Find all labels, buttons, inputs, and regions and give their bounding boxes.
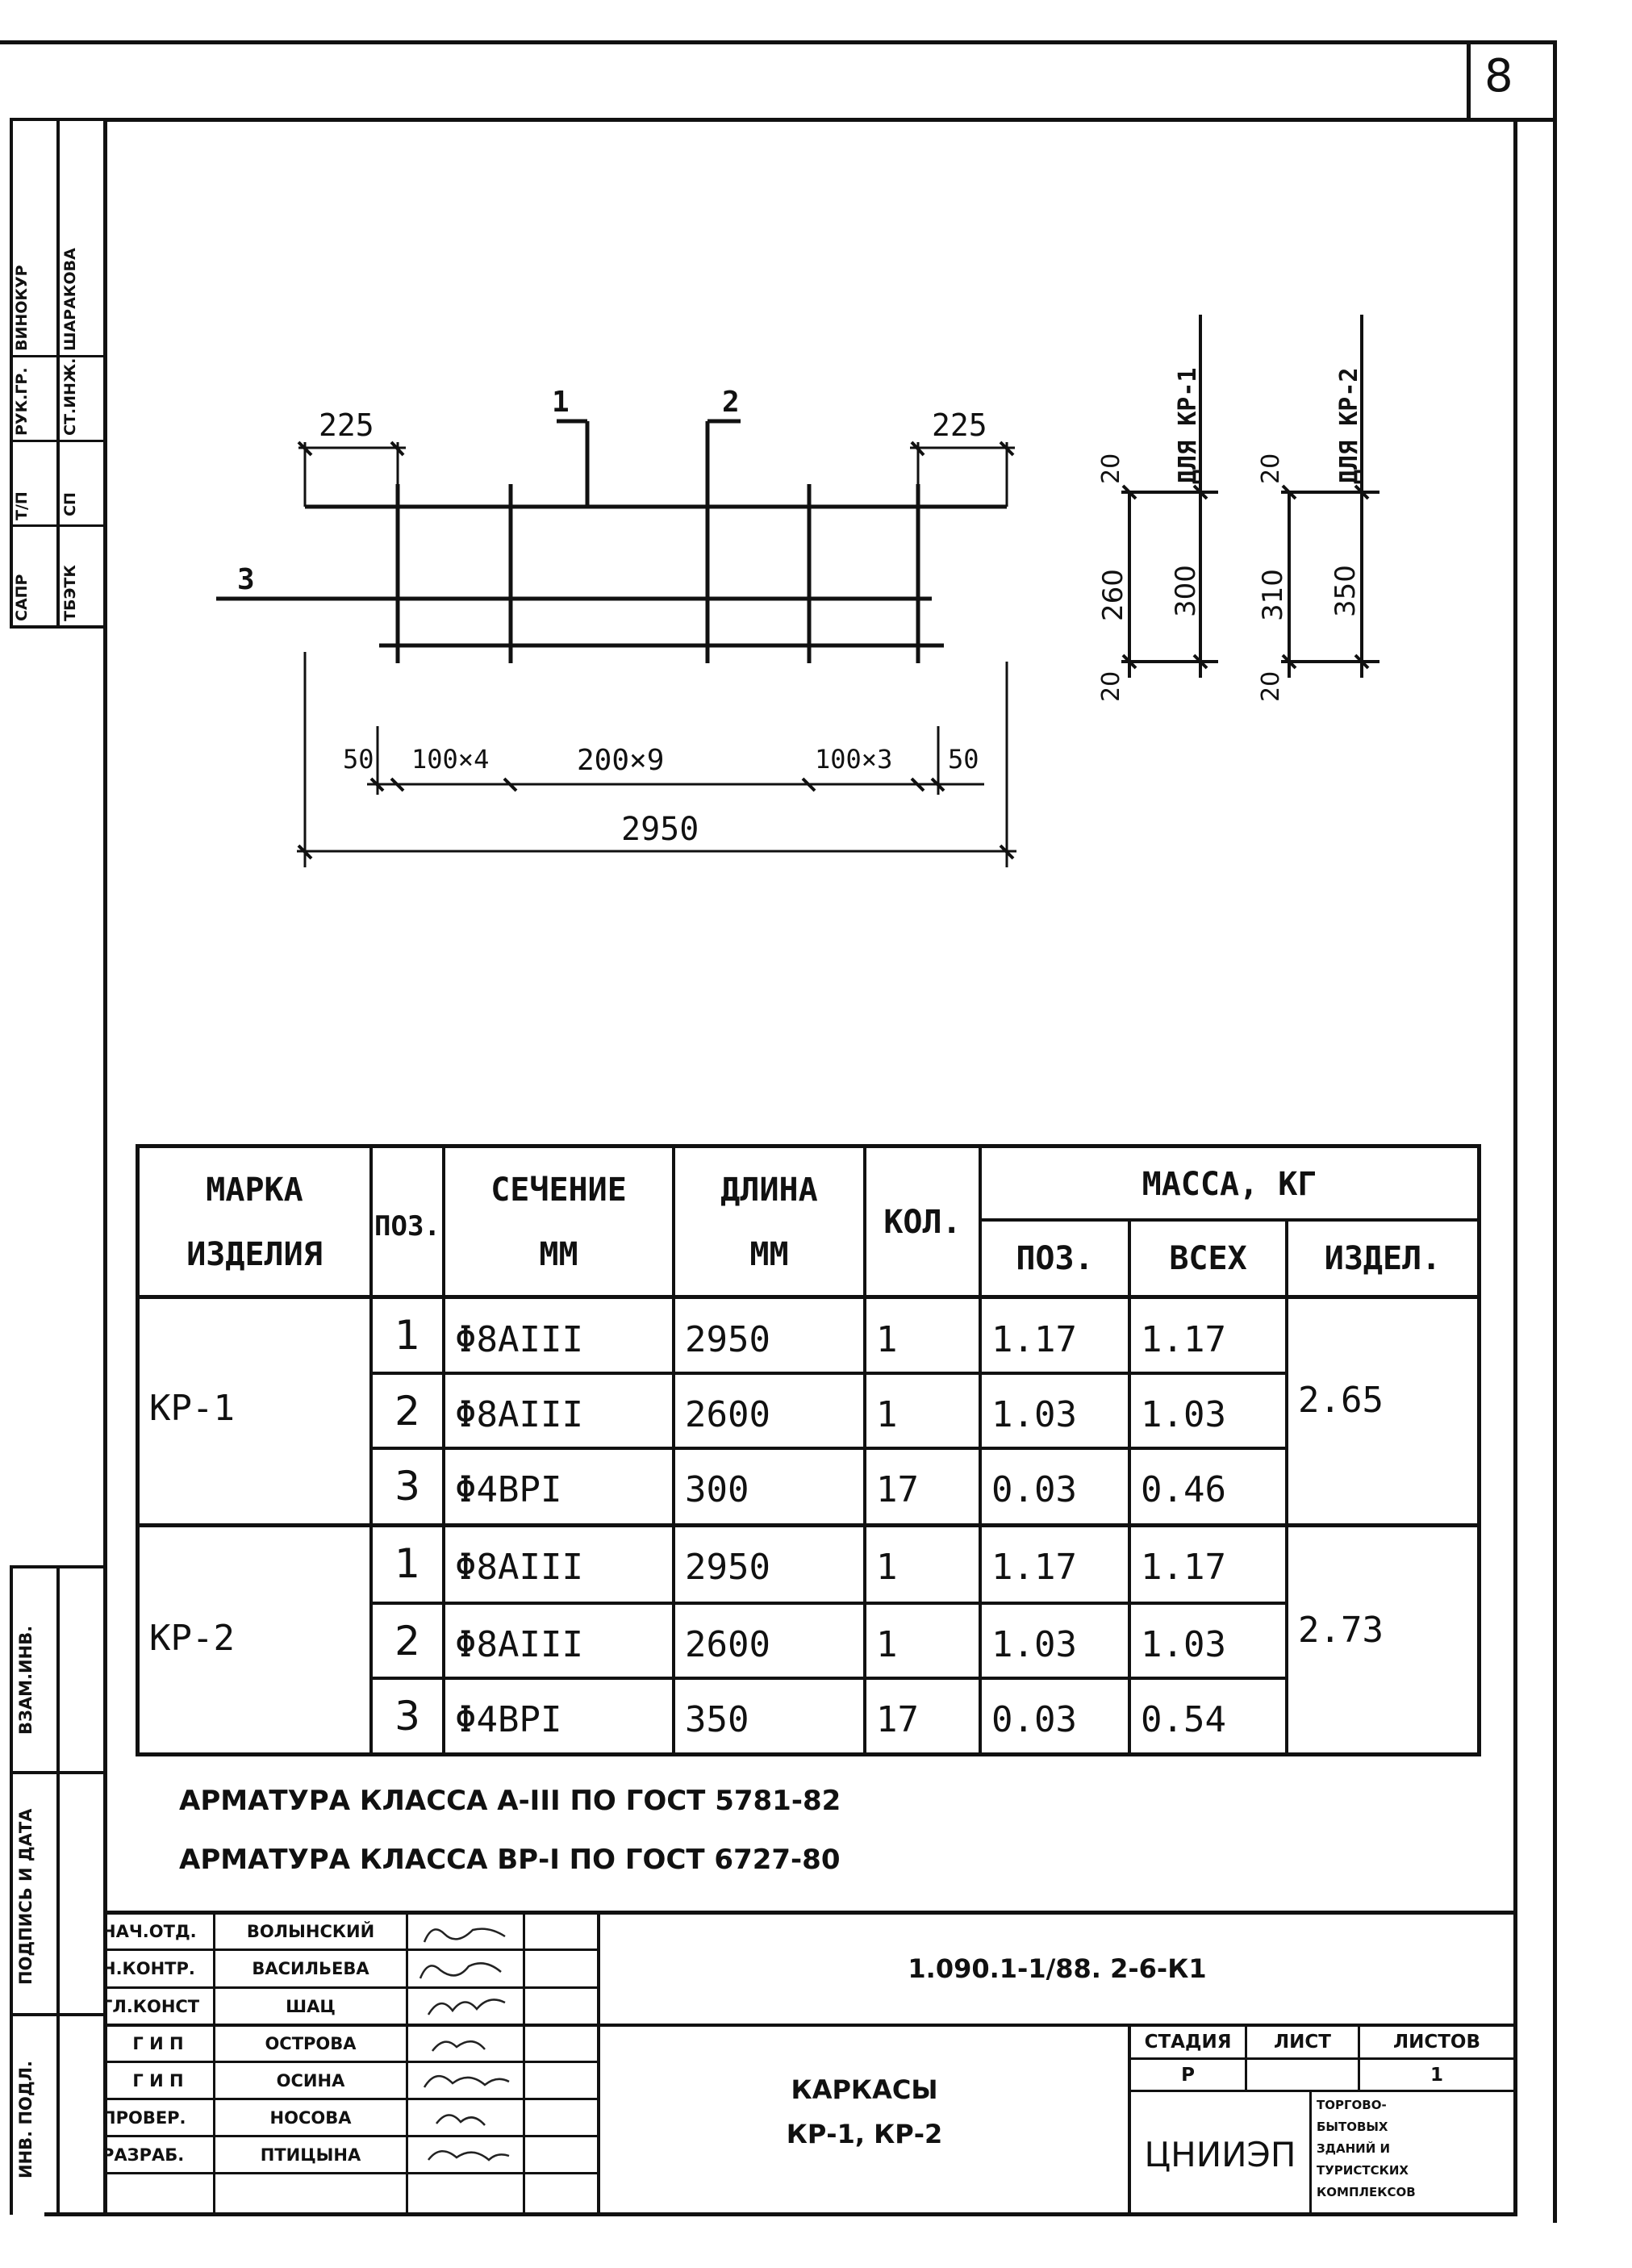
table-row: 1	[394, 1312, 420, 1359]
table-cell: 1	[876, 1318, 898, 1360]
staff-role: ПРОВЕР.	[102, 2107, 186, 2128]
note-line-2: АРМАТУРА КЛАССА ВР-I ПО ГОСТ 6727-80	[179, 1844, 841, 1876]
table-cell: 1.03	[1141, 1623, 1226, 1665]
doc-code: 1.090.1-1/88. 2-6-К1	[908, 1953, 1207, 1984]
stamp-vinokur: ВИНОКУР	[13, 265, 31, 351]
table-cell: 17	[876, 1698, 919, 1740]
dim-right-225: 225	[932, 407, 987, 443]
header-mark: МАРКА	[206, 1172, 303, 1209]
org-description: ТОРГОВО- БЫТОВЫХ ЗДАНИЙ И ТУРИСТСКИХ КОМПЛЕКСОВ	[1317, 2098, 1416, 2199]
staff-role: ГЛ.КОНСТ	[102, 1996, 200, 2016]
staff-role: РАЗРАБ.	[102, 2145, 185, 2165]
table-cell: 0.03	[991, 1468, 1077, 1510]
header-length-unit: ММ	[749, 1236, 789, 1273]
stamp-podpis-data: ПОДПИСЬ И ДАТА	[16, 1808, 35, 1985]
table-cell: 2600	[685, 1623, 770, 1665]
dim-overall: 2950	[621, 811, 699, 848]
table-row: 2	[394, 1388, 420, 1435]
table-cell: 1.17	[1141, 1546, 1226, 1588]
section-kr2-label: ДЛЯ КР-2	[1335, 367, 1363, 484]
stamp-vzam-inv: ВЗАМ.ИНВ.	[16, 1625, 35, 1735]
header-mark-2: ИЗДЕЛИЯ	[186, 1236, 323, 1273]
staff-name: ПТИЦЫНА	[260, 2145, 361, 2165]
kr2-dim-bottom: 20	[1257, 670, 1285, 702]
table-cell: 2950	[685, 1546, 770, 1588]
header-mass-item: ИЗДЕЛ.	[1324, 1240, 1442, 1277]
header-pos: ПОЗ.	[374, 1210, 440, 1243]
table-cell: 1.17	[1141, 1318, 1226, 1360]
table-cell: Φ4BPI	[455, 1468, 562, 1510]
table-cell: 0.46	[1141, 1468, 1226, 1510]
sheet-number: 8	[1484, 50, 1513, 102]
sheets-label: ЛИСТОВ	[1392, 2032, 1480, 2053]
table-cell: Φ4BPI	[455, 1698, 562, 1740]
header-qty: КОЛ.	[883, 1204, 962, 1241]
staff-name: ВАСИЛЬЕВА	[252, 1959, 369, 1978]
group-total-kr1: 2.65	[1298, 1379, 1384, 1421]
stamp-sapr: САПР	[13, 574, 31, 621]
table-row: 3	[394, 1693, 420, 1740]
staff-role: Г И П	[132, 2034, 184, 2053]
staff-role: Г И П	[132, 2070, 184, 2090]
header-section: СЕЧЕНИЕ	[490, 1172, 627, 1209]
table-cell: 1.03	[1141, 1393, 1226, 1435]
header-mass: МАССА, КГ	[1142, 1165, 1317, 1203]
table-cell: Φ8AIII	[455, 1623, 583, 1665]
org-name: ЦНИИЭП	[1144, 2134, 1296, 2174]
stamp-tp: Т/П	[13, 491, 31, 520]
group-total-kr2: 2.73	[1298, 1609, 1384, 1651]
header-length: ДЛИНА	[720, 1172, 818, 1209]
table-cell: 1.17	[991, 1546, 1077, 1588]
table-cell: 2950	[685, 1318, 770, 1360]
dim-50-left: 50	[343, 744, 374, 775]
stage-value: Р	[1181, 2064, 1195, 2086]
stamp-inv-podl: ИНВ. ПОДЛ.	[16, 2061, 35, 2178]
stage-label: СТАДИЯ	[1144, 2032, 1232, 2053]
section-dims	[0, 0, 1632, 726]
staff-name: НОСОВА	[269, 2107, 352, 2128]
kr1-dim-total: 300	[1170, 565, 1202, 617]
table-cell: Φ8AIII	[455, 1546, 583, 1588]
table-cell: 0.03	[991, 1698, 1077, 1740]
section-kr1-label: ДЛЯ КР-1	[1174, 367, 1202, 484]
table-cell: 350	[685, 1698, 749, 1740]
signatures	[408, 1914, 523, 2180]
table-cell: 1.03	[991, 1623, 1077, 1665]
dim-100x4: 100×4	[411, 744, 490, 775]
stamp-st-inzh: СТ.ИНЖ.	[61, 357, 79, 436]
kr1-dim-bottom: 20	[1097, 670, 1125, 702]
doc-title-2: КР-1, КР-2	[786, 2119, 943, 2149]
staff-role: Н.КОНТР.	[102, 1959, 195, 1978]
kr2-dim-top: 20	[1257, 453, 1285, 484]
staff-name: ШАЦ	[286, 1996, 336, 2016]
sheets-value: 1	[1430, 2064, 1443, 2086]
kr1-dim-top: 20	[1097, 453, 1125, 484]
staff-name: ВОЛЫНСКИЙ	[246, 1921, 375, 1941]
doc-title-1: КАРКАСЫ	[791, 2074, 938, 2105]
kr2-dim-total: 350	[1329, 565, 1362, 617]
table-row: 1	[394, 1540, 420, 1587]
table-row: 3	[394, 1463, 420, 1510]
table-cell: 1.03	[991, 1393, 1077, 1435]
sheet-label: ЛИСТ	[1274, 2032, 1331, 2053]
stamp-sharakova: ШАРАКОВА	[61, 248, 79, 351]
dim-200x9: 200×9	[577, 744, 665, 777]
table-cell: 2600	[685, 1393, 770, 1435]
note-line-1: АРМАТУРА КЛАССА А-III ПО ГОСТ 5781-82	[179, 1785, 841, 1817]
staff-role: НАЧ.ОТД.	[102, 1921, 197, 1941]
stamp-sp: СП	[61, 492, 79, 516]
table-cell: 1	[876, 1623, 898, 1665]
table-cell: 300	[685, 1468, 749, 1510]
dim-left-225: 225	[319, 407, 374, 443]
dim-100x3: 100×3	[815, 744, 893, 775]
header-section-unit: ММ	[539, 1236, 578, 1273]
group-mark-kr2: КР-2	[149, 1617, 235, 1659]
table-cell: Φ8AIII	[455, 1393, 583, 1435]
table-cell: Φ8AIII	[455, 1318, 583, 1360]
stamp-tbetk: ТБЭТК	[61, 565, 79, 621]
kr2-dim-mid: 310	[1257, 569, 1289, 621]
staff-name: ОСИНА	[276, 2070, 345, 2090]
leader-pos-3: 3	[237, 563, 255, 596]
header-mass-all: ВСЕХ	[1169, 1240, 1247, 1277]
leader-pos-2: 2	[722, 386, 740, 419]
table-cell: 1	[876, 1546, 898, 1588]
table-cell: 1.17	[991, 1318, 1077, 1360]
dim-50-right: 50	[948, 744, 979, 775]
group-mark-kr1: КР-1	[149, 1387, 235, 1429]
stamp-ruk-gr: РУК.ГР.	[13, 367, 31, 436]
staff-name: ОСТРОВА	[265, 2034, 357, 2053]
table-cell: 0.54	[1141, 1698, 1226, 1740]
table-cell: 1	[876, 1393, 898, 1435]
table-row: 2	[394, 1618, 420, 1664]
frame-bottom-line	[44, 2212, 1517, 2216]
leader-pos-1: 1	[552, 386, 570, 419]
kr1-dim-mid: 260	[1097, 569, 1129, 621]
sheet-value	[1247, 2060, 1358, 2090]
header-mass-pos: ПОЗ.	[1016, 1240, 1094, 1277]
table-cell: 17	[876, 1468, 919, 1510]
